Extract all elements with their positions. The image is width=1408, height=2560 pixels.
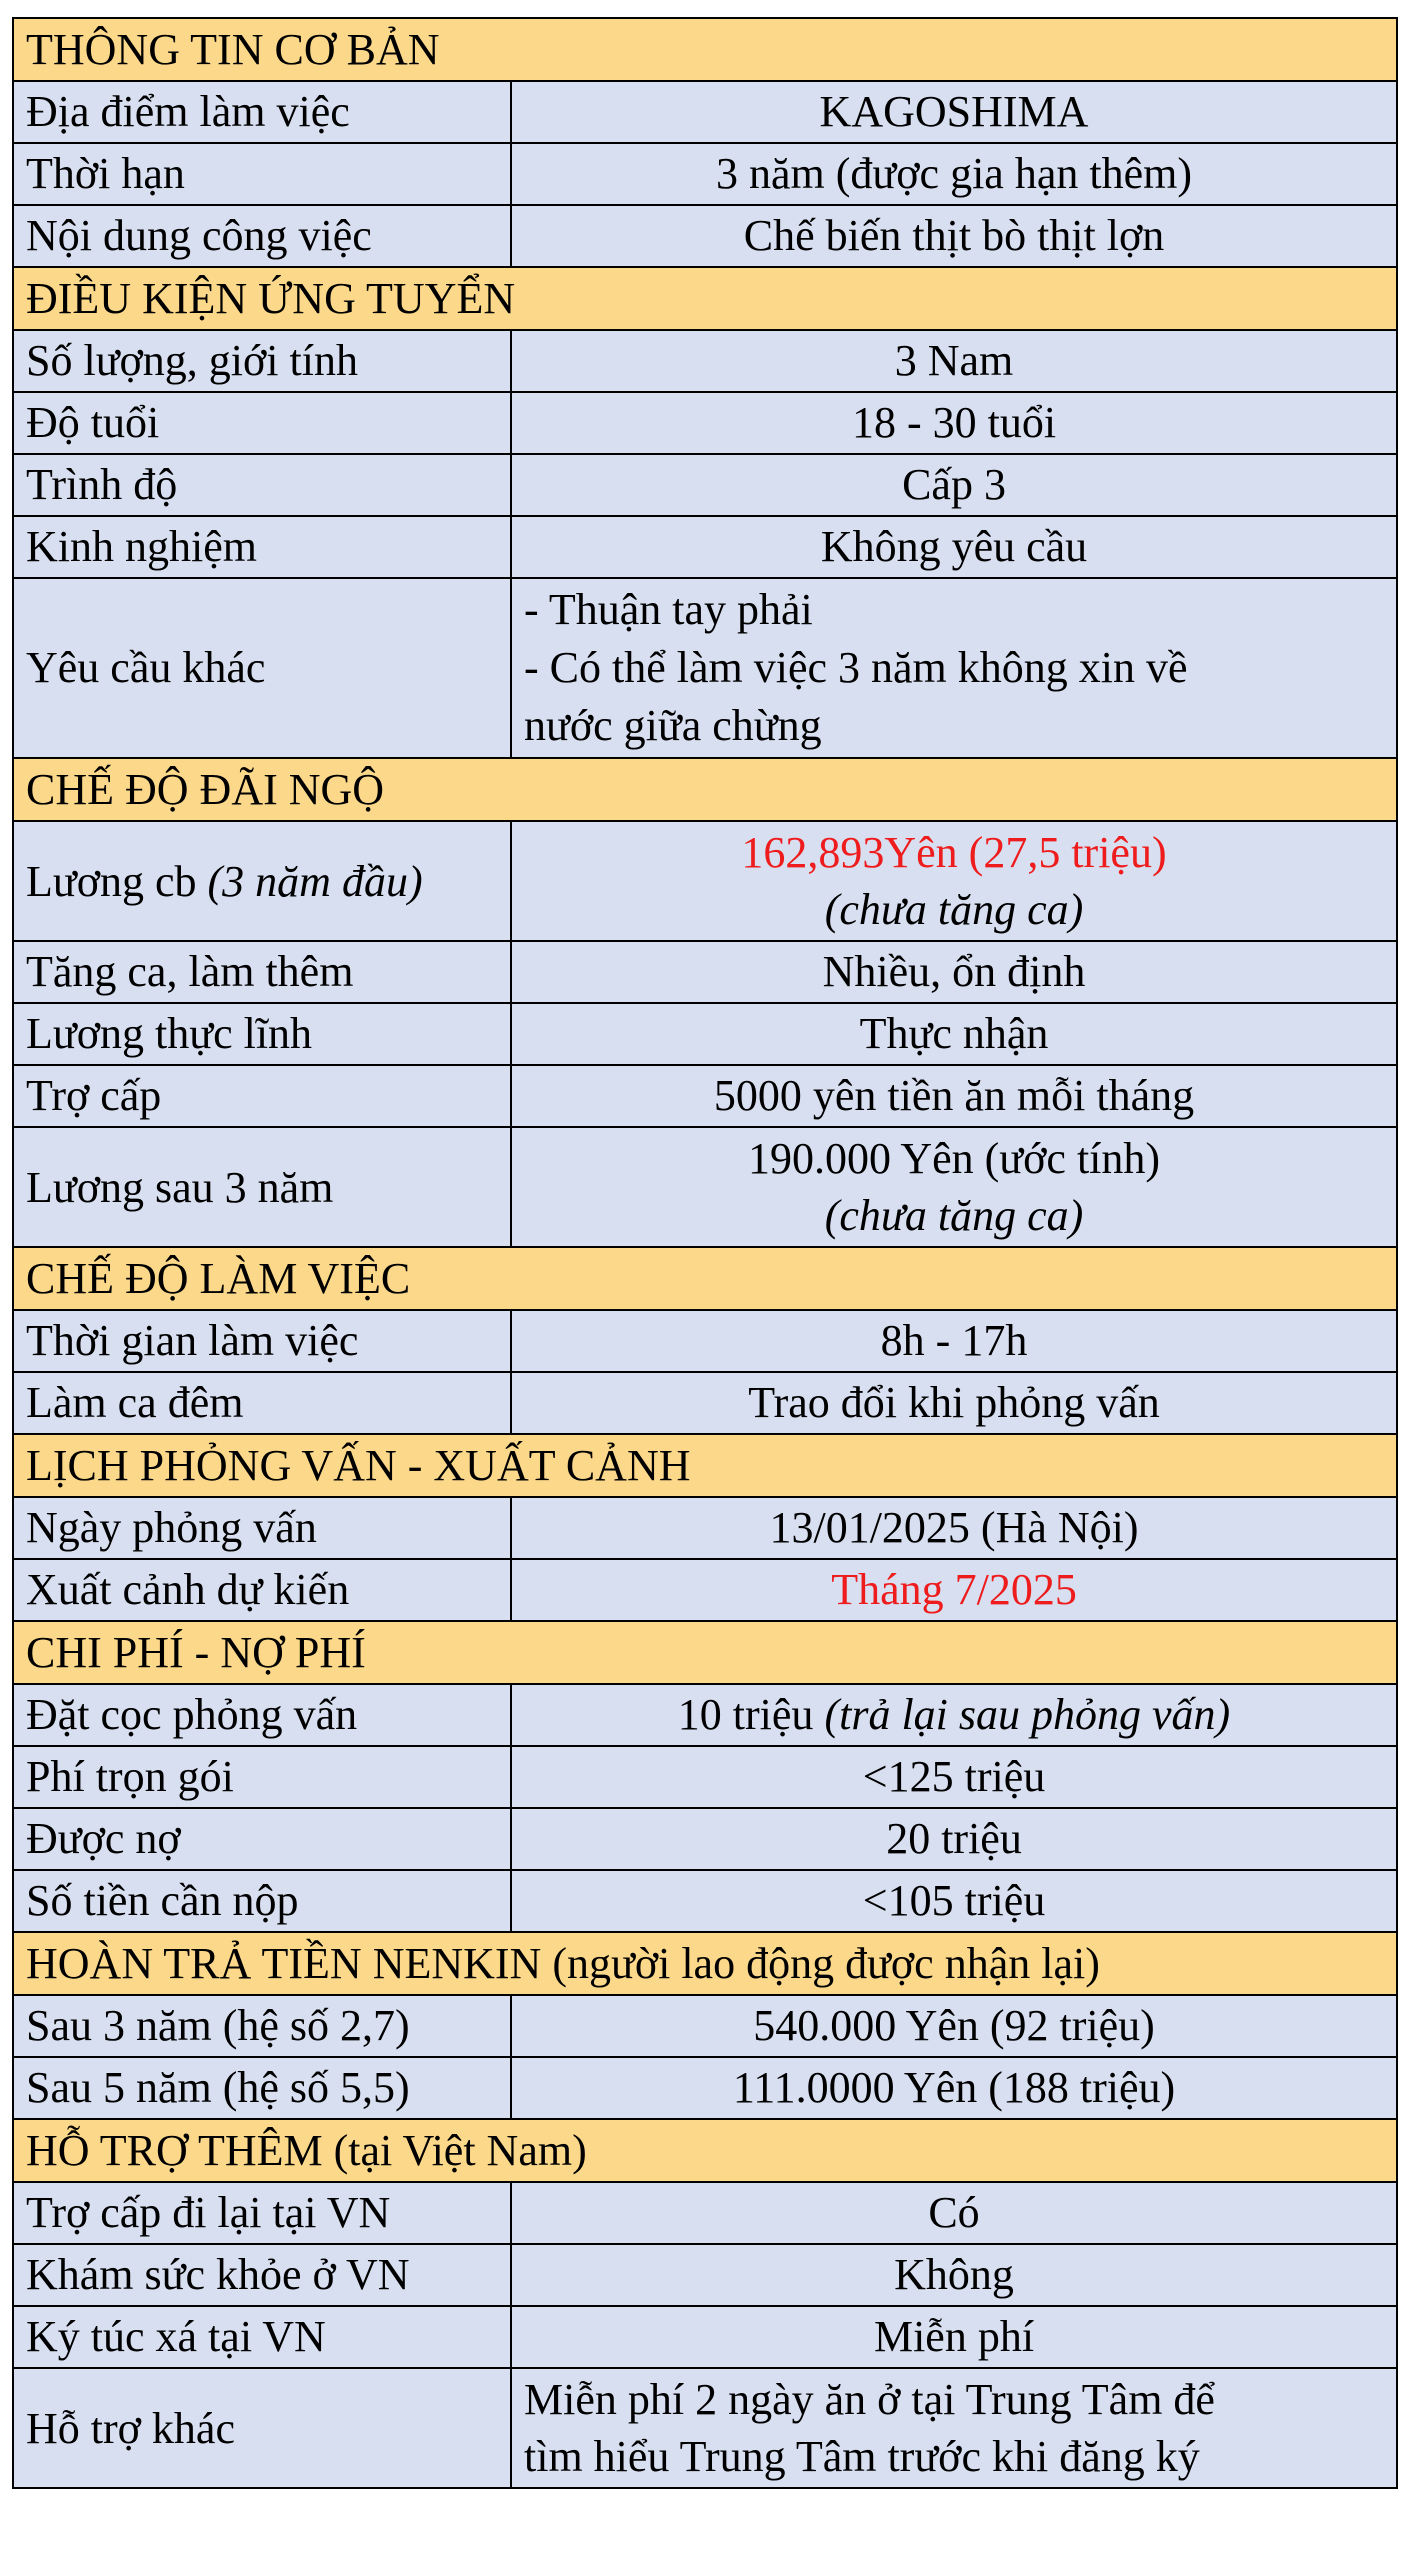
row-experience xyxy=(13,516,1397,578)
section-title: CHẾ ĐỘ LÀM VIỆC xyxy=(13,1247,1397,1310)
section-extra-support xyxy=(13,2119,1397,2182)
section-title: CHẾ ĐỘ ĐÃI NGỘ xyxy=(13,758,1397,821)
section-work-regime xyxy=(13,1247,1397,1310)
row-value xyxy=(511,821,1397,941)
row-label: Thời gian làm việc xyxy=(13,1310,511,1372)
label-text: Lương cb xyxy=(26,856,208,906)
row-value: 5000 yên tiền ăn mỗi tháng xyxy=(511,1065,1397,1127)
row-label: Hỗ trợ khác xyxy=(13,2368,511,2488)
section-nenkin-refund xyxy=(13,1932,1397,1995)
row-deposit xyxy=(13,1684,1397,1746)
section-title: LỊCH PHỎNG VẤN - XUẤT CẢNH xyxy=(13,1434,1397,1497)
row-value: Có xyxy=(511,2182,1397,2244)
row-nenkin-5-years xyxy=(13,2057,1397,2119)
row-value xyxy=(511,1684,1397,1746)
row-value xyxy=(511,2368,1397,2488)
row-location xyxy=(13,81,1397,143)
row-other-requirements xyxy=(13,578,1397,758)
requirement-line: - Thuận tay phải xyxy=(524,585,813,634)
row-value: Tháng 7/2025 xyxy=(511,1559,1397,1621)
row-value: Thực nhận xyxy=(511,1003,1397,1065)
row-label: Số lượng, giới tính xyxy=(13,330,511,392)
row-other-support xyxy=(13,2368,1397,2488)
row-label: Trình độ xyxy=(13,454,511,516)
row-label: Khám sức khỏe ở VN xyxy=(13,2244,511,2306)
row-label: Địa điểm làm việc xyxy=(13,81,511,143)
row-age xyxy=(13,392,1397,454)
job-info-table xyxy=(12,17,1398,2489)
row-amount-due xyxy=(13,1870,1397,1932)
section-title: HOÀN TRẢ TIỀN NENKIN (người lao động được nhận lại) xyxy=(13,1932,1397,1995)
row-value: Trao đổi khi phỏng vấn xyxy=(511,1372,1397,1434)
section-title: ĐIỀU KIỆN ỨNG TUYỂN xyxy=(13,267,1397,330)
row-net-salary xyxy=(13,1003,1397,1065)
row-label: Lương sau 3 năm xyxy=(13,1127,511,1247)
row-label: Lương thực lĩnh xyxy=(13,1003,511,1065)
row-package-fee xyxy=(13,1746,1397,1808)
row-value: <105 triệu xyxy=(511,1870,1397,1932)
section-title: CHI PHÍ - NỢ PHÍ xyxy=(13,1621,1397,1684)
section-benefits xyxy=(13,758,1397,821)
row-quantity xyxy=(13,330,1397,392)
row-value xyxy=(511,578,1397,758)
row-overtime xyxy=(13,941,1397,1003)
section-title: HỖ TRỢ THÊM (tại Việt Nam) xyxy=(13,2119,1397,2182)
row-label: Tăng ca, làm thêm xyxy=(13,941,511,1003)
deposit-note: (trả lại sau phỏng vấn) xyxy=(824,1690,1231,1739)
row-value: 8h - 17h xyxy=(511,1310,1397,1372)
support-line: tìm hiểu Trung Tâm trước khi đăng ký xyxy=(524,2432,1200,2481)
requirement-line: - Có thể làm việc 3 năm không xin về xyxy=(524,643,1188,692)
label-note: (3 năm đầu) xyxy=(207,856,423,906)
section-schedule xyxy=(13,1434,1397,1497)
row-work-hours xyxy=(13,1310,1397,1372)
row-interview-date xyxy=(13,1497,1397,1559)
row-label: Xuất cảnh dự kiến xyxy=(13,1559,511,1621)
row-label: Nội dung công việc xyxy=(13,205,511,267)
row-label: Số tiền cần nộp xyxy=(13,1870,511,1932)
row-dormitory xyxy=(13,2306,1397,2368)
row-label xyxy=(13,821,511,941)
row-label: Trợ cấp đi lại tại VN xyxy=(13,2182,511,2244)
row-term xyxy=(13,143,1397,205)
row-label: Sau 3 năm (hệ số 2,7) xyxy=(13,1995,511,2057)
row-value: 3 Nam xyxy=(511,330,1397,392)
row-value: 111.0000 Yên (188 triệu) xyxy=(511,2057,1397,2119)
row-label: Thời hạn xyxy=(13,143,511,205)
row-label: Làm ca đêm xyxy=(13,1372,511,1434)
row-value: Cấp 3 xyxy=(511,454,1397,516)
row-allowance xyxy=(13,1065,1397,1127)
section-requirements xyxy=(13,267,1397,330)
row-value: 20 triệu xyxy=(511,1808,1397,1870)
row-departure xyxy=(13,1559,1397,1621)
row-value: 18 - 30 tuổi xyxy=(511,392,1397,454)
row-nenkin-3-years xyxy=(13,1995,1397,2057)
row-value: Miễn phí xyxy=(511,2306,1397,2368)
deposit-amount: 10 triệu xyxy=(677,1690,825,1739)
row-value: 13/01/2025 (Hà Nội) xyxy=(511,1497,1397,1559)
row-label: Ngày phỏng vấn xyxy=(13,1497,511,1559)
row-label: Độ tuổi xyxy=(13,392,511,454)
salary-amount: 190.000 Yên (ước tính) xyxy=(747,1134,1161,1183)
row-label: Sau 5 năm (hệ số 5,5) xyxy=(13,2057,511,2119)
row-debt xyxy=(13,1808,1397,1870)
row-value xyxy=(511,1127,1397,1247)
row-value: <125 triệu xyxy=(511,1746,1397,1808)
section-costs xyxy=(13,1621,1397,1684)
row-education xyxy=(13,454,1397,516)
row-health-check xyxy=(13,2244,1397,2306)
row-travel-allowance xyxy=(13,2182,1397,2244)
row-value: 3 năm (được gia hạn thêm) xyxy=(511,143,1397,205)
row-label: Kinh nghiệm xyxy=(13,516,511,578)
row-label: Phí trọn gói xyxy=(13,1746,511,1808)
row-job-content xyxy=(13,205,1397,267)
row-value: Chế biến thịt bò thịt lợn xyxy=(511,205,1397,267)
row-value: Không xyxy=(511,2244,1397,2306)
section-title: THÔNG TIN CƠ BẢN xyxy=(13,18,1397,81)
salary-note: (chưa tăng ca) xyxy=(824,885,1084,934)
row-value: 540.000 Yên (92 triệu) xyxy=(511,1995,1397,2057)
row-base-salary xyxy=(13,821,1397,941)
row-label: Ký túc xá tại VN xyxy=(13,2306,511,2368)
requirement-line: nước giữa chừng xyxy=(524,701,822,750)
row-value: KAGOSHIMA xyxy=(511,81,1397,143)
row-label: Trợ cấp xyxy=(13,1065,511,1127)
job-info-document xyxy=(12,17,1396,2489)
salary-note: (chưa tăng ca) xyxy=(824,1191,1084,1240)
row-value: Không yêu cầu xyxy=(511,516,1397,578)
row-label: Yêu cầu khác xyxy=(13,578,511,758)
row-night-shift xyxy=(13,1372,1397,1434)
row-salary-after-3-years xyxy=(13,1127,1397,1247)
support-line: Miễn phí 2 ngày ăn ở tại Trung Tâm để xyxy=(524,2375,1215,2424)
row-label: Được nợ xyxy=(13,1808,511,1870)
salary-amount: 162,893Yên (27,5 triệu) xyxy=(741,828,1167,877)
row-label: Đặt cọc phỏng vấn xyxy=(13,1684,511,1746)
section-basic-info xyxy=(13,18,1397,81)
row-value: Nhiều, ổn định xyxy=(511,941,1397,1003)
